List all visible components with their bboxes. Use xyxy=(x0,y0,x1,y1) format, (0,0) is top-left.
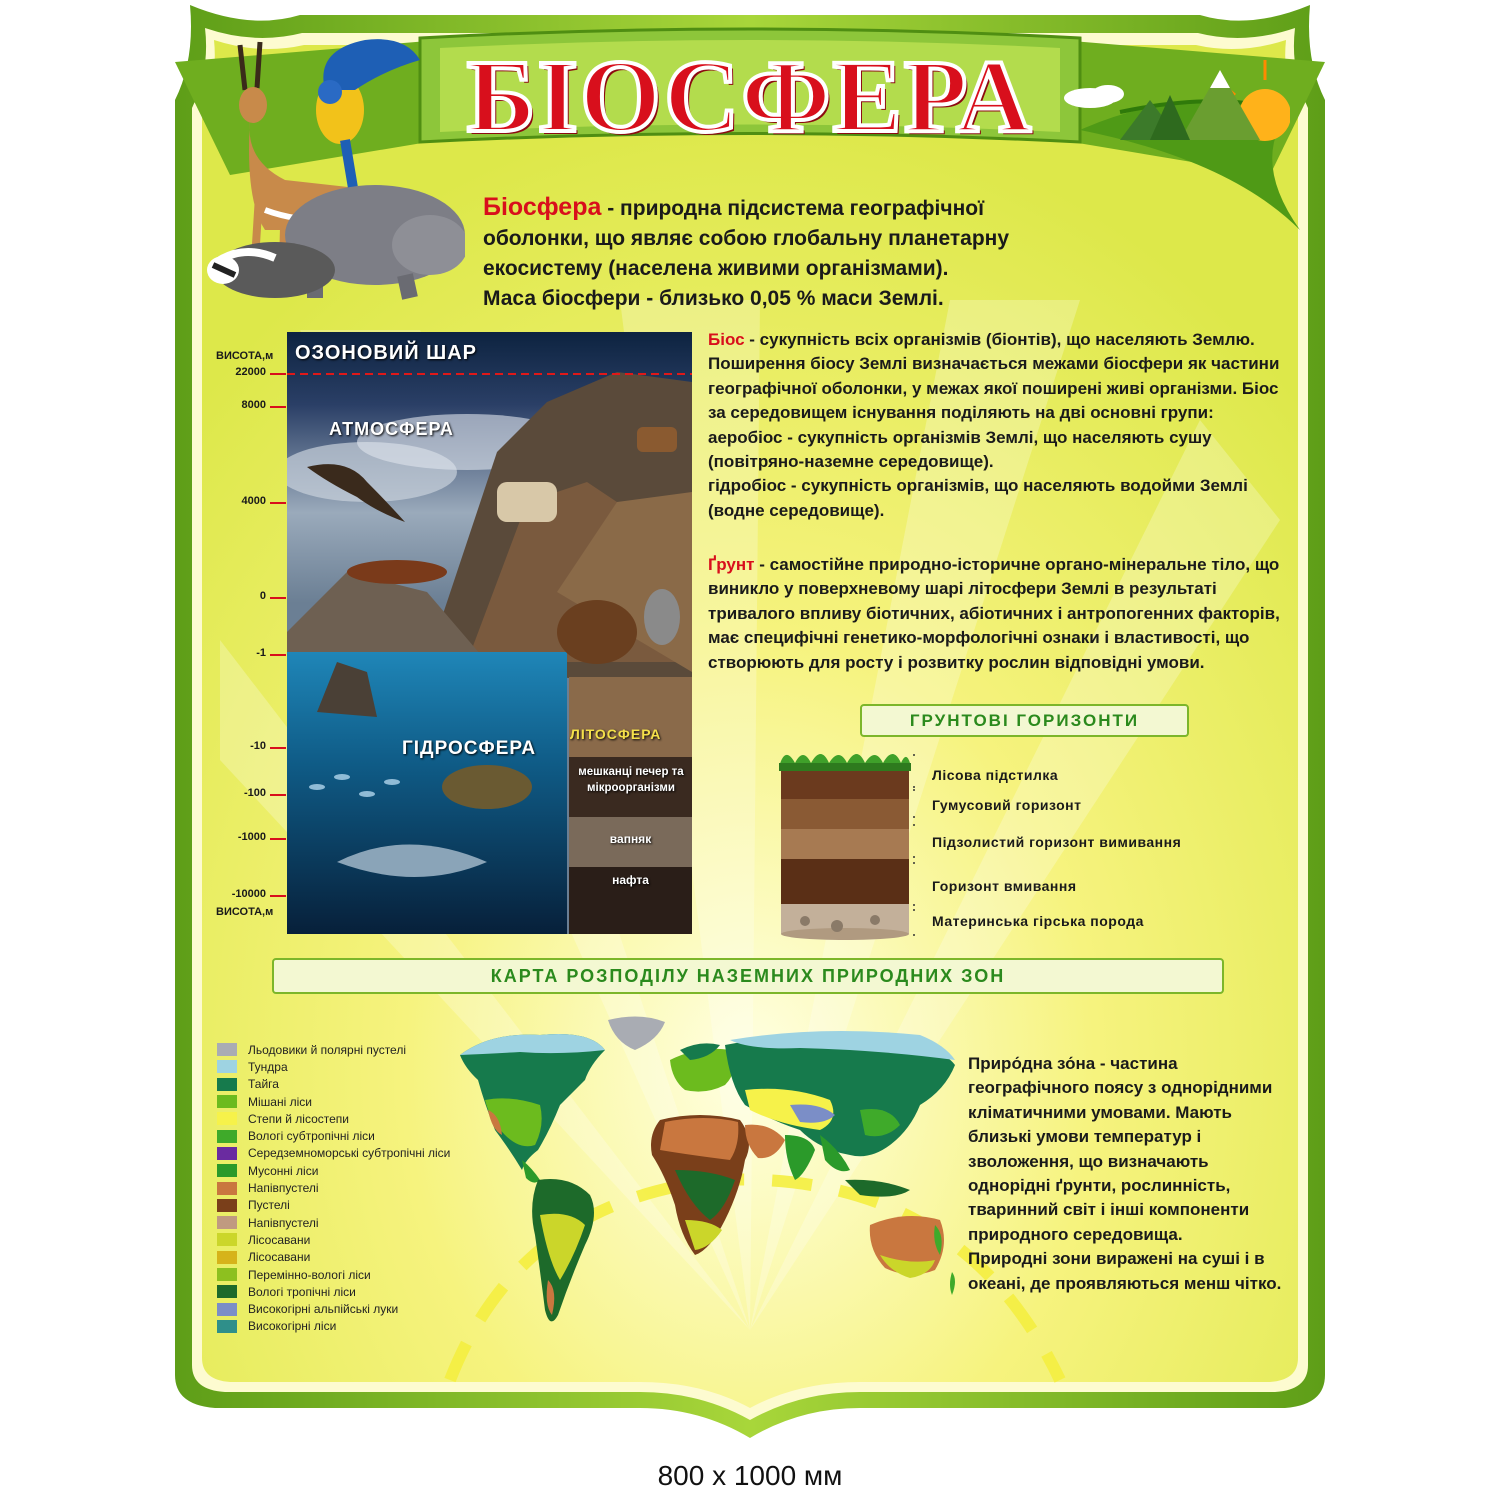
altitude-axis xyxy=(276,373,277,895)
soil-term: Ґрунт xyxy=(708,555,755,574)
biosphere-definition-text: - природна підсистема географічної оболонки, що являє собою глобальну планетарну екосистему (населена живими організмами). xyxy=(483,197,1010,280)
map-title: КАРТА РОЗПОДІЛУ НАЗЕМНИХ ПРИРОДНИХ ЗОН xyxy=(272,958,1224,994)
ozone-label: ОЗОНОВИЙ ШАР xyxy=(295,342,478,364)
earth-layers-figure xyxy=(287,332,692,934)
page-title: БІОСФЕРА xyxy=(466,39,1034,154)
soil-definition xyxy=(708,553,1293,675)
biosphere-mass-text: Маса біосфери - близько 0,05 % маси Землі. xyxy=(483,287,944,310)
altitude-tick-label: -10000 xyxy=(231,888,266,900)
legend-label: Лісосавани xyxy=(248,1232,311,1247)
axis-label-top: ВИСОТА,м xyxy=(216,350,274,362)
altitude-tick-label: 8000 xyxy=(241,399,266,411)
legend-label: Середземноморські субтропічні ліси xyxy=(248,1146,451,1161)
hydrosphere-label: ГІДРОСФЕРА xyxy=(402,738,537,759)
limestone-label: вапняк xyxy=(609,832,652,846)
legend-label: Напівпустелі xyxy=(248,1215,319,1230)
soil-layer-label: Підзолистий горизонт вимивання xyxy=(932,834,1182,850)
altitude-tick-label: -1000 xyxy=(237,831,266,843)
caves-label: мешканці печер та мікроорганізми xyxy=(578,766,684,794)
soil-layer-label: Лісова підстилка xyxy=(932,767,1059,783)
legend-swatch xyxy=(217,1182,237,1195)
altitude-tick-mark xyxy=(270,838,286,840)
natural-zone-text: - частина географічного поясу з однорідними кліматичними умовами. Мають близькі умови температур і зволоження, що визначають однорідні ґрунти, рослинність, тваринний світ і інші компоненти природного середовища. xyxy=(968,1054,1273,1244)
altitude-tick-label: 4000 xyxy=(241,495,266,507)
bios-text: - сукупність всіх організмів (біонтів), що населяють Землю. Поширення біосу Землі визначається межами біосфери як частини географічної оболонки, у межах якої поширені живі організми. Біос за середовищем існування поділяють на дві основні групи: xyxy=(708,330,1280,423)
altitude-tick-mark xyxy=(270,373,286,375)
natural-zone-term: Приро́дна зо́на xyxy=(968,1054,1096,1073)
legend-swatch xyxy=(217,1164,237,1177)
legend-swatch xyxy=(217,1060,237,1073)
legend-label: Пустелі xyxy=(248,1198,290,1213)
biosphere-term: Біосфера xyxy=(483,193,602,221)
legend-swatch xyxy=(217,1130,237,1143)
legend-label: Мішані ліси xyxy=(248,1094,312,1109)
altitude-tick-mark xyxy=(270,406,286,408)
legend-swatch xyxy=(217,1303,237,1316)
legend-swatch xyxy=(217,1268,237,1281)
altitude-tick-label: -100 xyxy=(243,787,266,799)
world-zones-map xyxy=(440,1010,960,1340)
aerobios-text: аеробіос - сукупність організмів Землі, що населяють сушу (повітряно-наземне середовище). xyxy=(708,427,1212,472)
altitude-tick-label: -1 xyxy=(256,647,266,659)
soil-profile-illustration xyxy=(775,745,915,940)
legend-swatch xyxy=(217,1285,237,1298)
soil-layer-label: Горизонт вмивання xyxy=(932,878,1077,894)
hydrobios-text: гідробіос - сукупність організмів, що населяють водойми Землі (водне середовище). xyxy=(708,476,1248,520)
altitude-tick-label: -10 xyxy=(250,740,266,752)
soil-horizons-title: ГРУНТОВІ ГОРИЗОНТИ xyxy=(860,704,1189,737)
legend-swatch xyxy=(217,1095,237,1108)
lithosphere-label: ЛІТОСФЕРА xyxy=(570,726,662,742)
legend-label: Високогірні ліси xyxy=(248,1319,337,1334)
biosphere-definition xyxy=(483,192,1083,314)
altitude-tick-mark xyxy=(270,502,286,504)
altitude-tick-label: 22000 xyxy=(235,366,266,378)
altitude-tick-mark xyxy=(270,747,286,749)
legend-label: Високогірні альпійські луки xyxy=(248,1302,399,1317)
legend-label: Вологі субтропічні ліси xyxy=(248,1129,375,1144)
legend-swatch xyxy=(217,1043,237,1056)
legend-label: Лісосавани xyxy=(248,1250,311,1265)
altitude-tick-mark xyxy=(270,597,286,599)
altitude-tick-mark xyxy=(270,895,286,897)
atmosphere-label: АТМОСФЕРА xyxy=(329,419,454,439)
soil-text: - самостійне природно-історичне органо-мінеральне тіло, що виникло у поверхневому шарі літосфери Землі в результаті тривалого впливу біотичних, абіотичних і антропогенних факторів, має специфічні генетико-морфологічні ознаки і властивості, що створюють для росту і розвитку рослин відповідні умови. xyxy=(708,555,1280,672)
legend-swatch xyxy=(217,1078,237,1091)
soil-layer-label: Материнська гірська порода xyxy=(932,913,1144,929)
legend-label: Перемінно-вологі ліси xyxy=(248,1267,371,1282)
size-label: 800 x 1000 мм xyxy=(657,1460,843,1491)
legend-label: Вологі тропічні ліси xyxy=(248,1284,356,1299)
legend-swatch xyxy=(217,1112,237,1125)
legend-swatch xyxy=(217,1251,237,1264)
legend-swatch xyxy=(217,1199,237,1212)
legend-label: Тайга xyxy=(248,1077,279,1092)
legend-label: Льодовики й полярні пустелі xyxy=(248,1042,406,1057)
bios-definition xyxy=(708,328,1293,523)
oil-label: нафта xyxy=(612,873,649,887)
altitude-tick-mark xyxy=(270,794,286,796)
legend-swatch xyxy=(217,1147,237,1160)
legend-label: Тундра xyxy=(248,1059,288,1074)
animals-illustration xyxy=(205,30,465,305)
legend-swatch xyxy=(217,1216,237,1229)
soil-layer-label: Гумусовий горизонт xyxy=(932,797,1082,813)
axis-label-bottom: ВИСОТА,м xyxy=(216,906,274,918)
legend-label: Степи й лісостепи xyxy=(248,1111,349,1126)
bios-term: Біос xyxy=(708,330,745,349)
legend-label: Мусонні ліси xyxy=(248,1163,319,1178)
legend-swatch xyxy=(217,1320,237,1333)
natural-zone-text-2: Природні зони виражені на суші і в океані, де проявляються менш чітко. xyxy=(968,1249,1282,1293)
legend-label: Напівпустелі xyxy=(248,1181,319,1196)
legend-swatch xyxy=(217,1233,237,1246)
landscape-illustration xyxy=(1060,40,1290,160)
altitude-tick-label: 0 xyxy=(259,590,266,602)
natural-zone-definition xyxy=(968,1052,1293,1296)
altitude-tick-mark xyxy=(270,654,286,656)
